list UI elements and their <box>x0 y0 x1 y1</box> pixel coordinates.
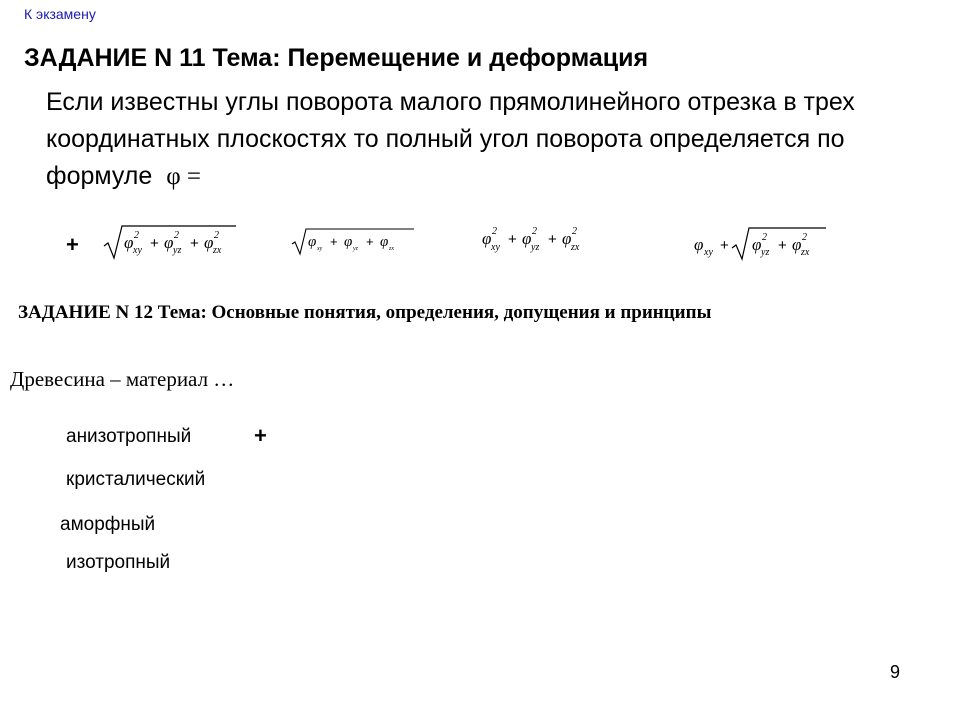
phi-1: φ <box>694 235 704 254</box>
sub-2: yz <box>173 245 182 256</box>
sub-2: yz <box>353 246 358 252</box>
plus-1: + <box>720 237 729 254</box>
formula-a <box>102 222 238 262</box>
phi-1: φ <box>124 233 134 252</box>
formula-d <box>692 224 832 264</box>
exp-3: 2 <box>802 232 807 243</box>
page-number: 9 <box>890 662 901 682</box>
plus-2: + <box>190 235 199 252</box>
sub-1: xy <box>491 242 500 253</box>
sub-2: yz <box>531 242 540 253</box>
sub-1: xy <box>317 246 323 252</box>
exp-2: 2 <box>762 232 767 243</box>
formula-lhs: φ = <box>166 163 201 190</box>
plus-2: + <box>548 231 557 248</box>
answer-anisotropic[interactable]: анизотропный <box>66 426 192 447</box>
formula-b <box>290 226 416 258</box>
exp-3: 2 <box>214 230 219 241</box>
phi-1: φ <box>482 229 492 248</box>
task11-question <box>46 84 926 195</box>
sub-3: zx <box>389 246 394 252</box>
exp-3: 2 <box>572 226 577 237</box>
answer-crystalline[interactable]: кристалический <box>66 469 206 490</box>
phi-3: φ <box>204 233 214 252</box>
task11-title: ЗАДАНИЕ N 11 Тема: Перемещение и деформация <box>24 44 649 72</box>
phi-3: φ <box>380 234 389 250</box>
exp-2: 2 <box>532 226 537 237</box>
phi-2: φ <box>164 233 174 252</box>
plus-1: + <box>330 234 338 249</box>
sub-3: zx <box>213 245 222 256</box>
plus-2: + <box>778 237 787 254</box>
phi-1: φ <box>308 234 317 250</box>
task11-option-d[interactable] <box>692 224 832 264</box>
exp-1: 2 <box>492 226 497 237</box>
task12-title: ЗАДАНИЕ N 12 Тема: Основные понятия, определения, допущения и принципы <box>18 302 712 323</box>
task11-option-b[interactable] <box>290 226 416 258</box>
answer-amorphous[interactable]: аморфный <box>60 514 156 535</box>
plus-1: + <box>150 235 159 252</box>
correct-mark-task12: + <box>254 423 267 448</box>
plus-2: + <box>366 234 374 249</box>
answer-isotropic[interactable]: изотропный <box>66 552 171 573</box>
sub-3: zx <box>571 242 580 253</box>
correct-mark-task11: + <box>66 232 79 257</box>
formula-c <box>478 222 598 258</box>
sub-1: xy <box>704 247 713 258</box>
phi-2: φ <box>344 234 353 250</box>
sub-3: zx <box>801 247 810 258</box>
task11-question-text: Если известны углы поворота малого прямолинейного отрезка в трех координатных плоскостях то полный угол поворота определяется по формуле <box>46 88 855 190</box>
plus-1: + <box>508 231 517 248</box>
task11-option-a[interactable] <box>102 222 238 262</box>
sub-1: xy <box>133 245 142 256</box>
phi-2: φ <box>752 235 762 254</box>
phi-3: φ <box>792 235 802 254</box>
sub-2: yz <box>761 247 770 258</box>
task11-option-c[interactable] <box>478 222 598 258</box>
exp-1: 2 <box>134 230 139 241</box>
phi-3: φ <box>562 229 572 248</box>
phi-2: φ <box>522 229 532 248</box>
to-exam-link[interactable]: К экзамену <box>24 6 96 22</box>
exp-2: 2 <box>174 230 179 241</box>
task12-question: Древесина – материал … <box>10 367 235 391</box>
